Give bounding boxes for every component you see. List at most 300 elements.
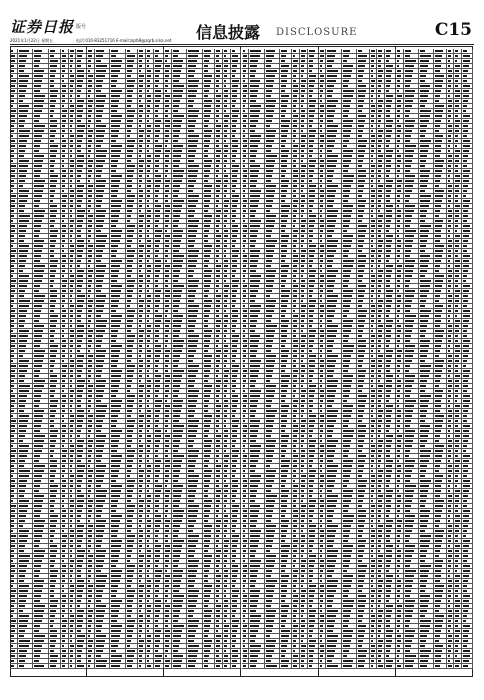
cell-text (88, 310, 92, 312)
table-cell (203, 84, 215, 88)
cell-text (155, 230, 162, 232)
table-cell (164, 274, 172, 278)
cell-text (96, 475, 104, 477)
table-cell (187, 349, 202, 353)
table-cell (126, 609, 138, 613)
table-cell (164, 419, 172, 423)
cell-text (216, 75, 220, 77)
cell-text (88, 630, 91, 632)
cell-text (127, 465, 132, 467)
cell-text (50, 460, 58, 462)
cell-text (155, 460, 162, 462)
cell-text (62, 615, 64, 617)
cell-text (88, 175, 91, 177)
cell-text (139, 585, 144, 587)
cell-text (147, 205, 149, 207)
table-cell (76, 379, 87, 383)
table-cell (126, 359, 138, 363)
cell-text (62, 650, 67, 652)
table-cell (33, 644, 48, 648)
table-cell (10, 469, 18, 473)
table-cell (138, 164, 146, 168)
table-cell (10, 394, 18, 398)
table-cell (187, 79, 202, 83)
cell-text (70, 85, 74, 87)
cell-text (70, 370, 74, 372)
table-cell (33, 479, 48, 483)
table-cell (18, 354, 33, 358)
cell-text (147, 220, 151, 222)
table-cell (49, 309, 61, 313)
cell-text (88, 505, 92, 507)
cell-text (224, 285, 229, 287)
cell-text (19, 220, 29, 222)
cell-text (70, 490, 73, 492)
table-cell (203, 214, 215, 218)
cell-text (224, 395, 226, 397)
table-cell (154, 154, 165, 158)
cell-text (34, 275, 43, 277)
table-cell (33, 114, 48, 118)
table-cell (61, 339, 69, 343)
table-cell (33, 179, 48, 183)
cell-text (173, 170, 184, 172)
table-cell (69, 429, 77, 433)
table-cell (76, 454, 87, 458)
cell-text (62, 170, 66, 172)
table-cell (138, 114, 146, 118)
cell-text (147, 490, 149, 492)
table-cell (69, 619, 77, 623)
table-cell (69, 534, 77, 538)
cell-text (165, 200, 167, 202)
table-cell (146, 169, 154, 173)
cell-text (11, 225, 15, 227)
table-cell (33, 554, 48, 558)
cell-text (88, 605, 90, 607)
cell-text (70, 390, 74, 392)
cell-text (173, 110, 178, 112)
table-cell (18, 359, 33, 363)
cell-text (155, 520, 161, 522)
cell-text (147, 565, 150, 567)
table-cell (146, 394, 154, 398)
cell-text (173, 230, 183, 232)
cell-text (50, 400, 58, 402)
cell-text (77, 545, 81, 547)
table-cell (69, 359, 77, 363)
table-cell (146, 234, 154, 238)
table-cell (49, 79, 61, 83)
table-cell (138, 309, 146, 313)
table-cell (61, 494, 69, 498)
cell-text (216, 340, 219, 342)
table-cell (231, 424, 242, 428)
table-cell (223, 409, 231, 413)
cell-text (224, 295, 228, 297)
cell-text (77, 270, 84, 272)
cell-text (155, 385, 160, 387)
table-cell (69, 134, 77, 138)
table-cell (187, 229, 202, 233)
table-cell (215, 64, 223, 68)
dateline: 2021年1月22日 星期五 (10, 38, 54, 43)
table-cell (138, 234, 146, 238)
table-cell (69, 409, 77, 413)
table-cell (138, 89, 146, 93)
cell-text (19, 415, 30, 417)
table-cell (69, 449, 77, 453)
cell-text (77, 640, 83, 642)
table-cell (187, 219, 202, 223)
cell-text (19, 200, 27, 202)
cell-text (165, 230, 167, 232)
table-cell (110, 104, 125, 108)
table-cell (33, 574, 48, 578)
cell-text (111, 350, 120, 352)
cell-text (19, 550, 24, 552)
table-cell (138, 249, 146, 253)
cell-text (139, 410, 141, 412)
table-cell (154, 199, 165, 203)
table-cell (87, 194, 95, 198)
cell-text (96, 105, 104, 107)
table-cell (49, 134, 61, 138)
cell-text (127, 265, 133, 267)
table-cell (10, 264, 18, 268)
cell-text (96, 270, 105, 272)
cell-text (204, 380, 208, 382)
table-cell (138, 229, 146, 233)
cell-text (88, 335, 92, 337)
cell-text (50, 640, 56, 642)
cell-text (77, 605, 80, 607)
table-cell (215, 49, 223, 53)
table-cell (95, 424, 110, 428)
cell-text (127, 295, 132, 297)
table-cell (69, 454, 77, 458)
table-cell (126, 409, 138, 413)
cell-text (19, 440, 24, 442)
cell-text (155, 490, 161, 492)
table-cell (164, 169, 172, 173)
table-cell (76, 264, 87, 268)
cell-text (70, 640, 72, 642)
cell-text (50, 415, 56, 417)
cell-text (77, 525, 84, 527)
cell-text (165, 80, 168, 82)
cell-text (232, 210, 237, 212)
table-cell (18, 539, 33, 543)
cell-text (19, 535, 28, 537)
cell-text (173, 50, 179, 52)
cell-text (50, 520, 57, 522)
table-cell (110, 49, 125, 53)
cell-text (216, 240, 220, 242)
cell-text (34, 535, 41, 537)
cell-text (147, 290, 149, 292)
table-cell (172, 199, 187, 203)
cell-text (19, 425, 27, 427)
table-cell (187, 344, 202, 348)
table-cell (110, 569, 125, 573)
table-cell (10, 664, 18, 668)
table-cell (154, 109, 165, 113)
cell-text (34, 110, 41, 112)
table-cell (146, 574, 154, 578)
cell-text (50, 625, 54, 627)
cell-text (155, 120, 162, 122)
cell-text (147, 375, 149, 377)
table-cell (69, 109, 77, 113)
table-cell (154, 639, 165, 643)
table-cell (10, 584, 18, 588)
cell-text (50, 300, 56, 302)
table-cell (76, 544, 87, 548)
table-cell (76, 499, 87, 503)
cell-text (139, 80, 143, 82)
cell-text (224, 410, 228, 412)
cell-text (165, 470, 169, 472)
table-cell (33, 424, 48, 428)
cell-text (50, 155, 57, 157)
table-cell (61, 624, 69, 628)
table-cell (33, 174, 48, 178)
cell-text (139, 325, 141, 327)
cell-text (96, 80, 103, 82)
cell-text (147, 390, 151, 392)
table-cell (95, 239, 110, 243)
table-cell (164, 249, 172, 253)
cell-text (127, 610, 132, 612)
cell-text (216, 115, 219, 117)
table-cell (33, 109, 48, 113)
cell-text (11, 135, 13, 137)
cell-text (139, 370, 142, 372)
table-cell (164, 194, 172, 198)
table-cell (138, 319, 146, 323)
table-cell (110, 574, 125, 578)
table-cell (231, 64, 242, 68)
cell-text (232, 185, 236, 187)
cell-text (127, 160, 131, 162)
cell-text (34, 305, 42, 307)
cell-text (155, 330, 160, 332)
cell-text (62, 75, 65, 77)
cell-text (204, 410, 208, 412)
table-cell (110, 379, 125, 383)
table-cell (154, 84, 165, 88)
table-cell (164, 404, 172, 408)
table-cell (33, 544, 48, 548)
cell-text (62, 505, 64, 507)
cell-text (70, 605, 73, 607)
table-cell (187, 294, 202, 298)
cell-text (19, 520, 25, 522)
table-cell (61, 414, 69, 418)
table-cell (187, 239, 202, 243)
table-cell (10, 409, 18, 413)
cell-text (232, 360, 235, 362)
cell-text (127, 255, 135, 257)
cell-text (111, 220, 117, 222)
table-cell (154, 209, 165, 213)
cell-text (77, 135, 83, 137)
cell-text (216, 175, 218, 177)
cell-text (96, 75, 105, 77)
cell-text (88, 230, 91, 232)
table-cell (146, 214, 154, 218)
cell-text (111, 650, 116, 652)
table-cell (138, 509, 146, 513)
cell-text (139, 130, 144, 132)
table-cell (126, 659, 138, 663)
table-cell (49, 404, 61, 408)
table-cell (110, 359, 125, 363)
cell-text (77, 340, 82, 342)
cell-text (96, 190, 104, 192)
table-cell (10, 609, 18, 613)
table-cell (18, 279, 33, 283)
table-cell (126, 564, 138, 568)
cell-text (165, 415, 169, 417)
table-cell (164, 314, 172, 318)
cell-text (147, 545, 149, 547)
table-cell (203, 124, 215, 128)
table-cell (126, 629, 138, 633)
cell-text (127, 590, 135, 592)
table-cell (138, 109, 146, 113)
cell-text (139, 565, 143, 567)
table-cell (87, 124, 95, 128)
table-cell (223, 74, 231, 78)
table-cell (187, 89, 202, 93)
cell-text (50, 425, 54, 427)
table-cell (61, 454, 69, 458)
cell-text (19, 110, 28, 112)
cell-text (147, 105, 151, 107)
cell-text (155, 400, 162, 402)
cell-text (188, 395, 198, 397)
table-cell (126, 504, 138, 508)
table-cell (203, 359, 215, 363)
table-cell (61, 134, 69, 138)
table-cell (126, 489, 138, 493)
table-cell (18, 479, 33, 483)
cell-text (34, 510, 41, 512)
table-cell (126, 349, 138, 353)
table-cell (187, 449, 202, 453)
cell-text (232, 425, 238, 427)
cell-text (127, 480, 135, 482)
table-cell (203, 274, 215, 278)
cell-text (147, 95, 152, 97)
cell-text (88, 125, 90, 127)
table-cell (223, 229, 231, 233)
table-cell (95, 274, 110, 278)
table-cell (87, 289, 95, 293)
table-cell (10, 314, 18, 318)
cell-text (188, 340, 197, 342)
cell-text (19, 595, 27, 597)
table-cell (69, 254, 77, 258)
table-cell (203, 209, 215, 213)
cell-text (216, 440, 220, 442)
table-cell (87, 129, 95, 133)
table-cell (126, 574, 138, 578)
cell-text (77, 125, 84, 127)
table-cell (61, 354, 69, 358)
cell-text (70, 415, 75, 417)
table-cell (223, 324, 231, 328)
cell-text (188, 235, 195, 237)
cell-text (11, 590, 16, 592)
table-cell (223, 369, 231, 373)
table-cell (95, 529, 110, 533)
table-cell (215, 284, 223, 288)
cell-text (77, 510, 82, 512)
cell-text (139, 150, 142, 152)
table-cell (95, 359, 110, 363)
table-cell (138, 514, 146, 518)
table-cell (110, 324, 125, 328)
cell-text (224, 180, 228, 182)
cell-text (188, 190, 193, 192)
table-cell (18, 139, 33, 143)
table-cell (126, 164, 138, 168)
cell-text (77, 280, 82, 282)
cell-text (11, 110, 16, 112)
cell-text (77, 380, 84, 382)
table-cell (69, 144, 77, 148)
table-cell (138, 484, 146, 488)
cell-text (188, 110, 198, 112)
table-cell (138, 629, 146, 633)
table-cell (223, 224, 231, 228)
cell-text (70, 280, 74, 282)
cell-text (70, 465, 73, 467)
cell-text (155, 310, 159, 312)
cell-text (232, 400, 238, 402)
cell-text (216, 365, 219, 367)
table-cell (69, 199, 77, 203)
table-cell (10, 204, 18, 208)
cell-text (88, 245, 92, 247)
cell-text (188, 195, 198, 197)
table-cell (138, 569, 146, 573)
cell-text (96, 380, 106, 382)
table-cell (203, 399, 215, 403)
table-cell (146, 539, 154, 543)
cell-text (204, 300, 212, 302)
table-cell (138, 184, 146, 188)
table-cell (146, 484, 154, 488)
table-cell (110, 559, 125, 563)
table-cell (154, 559, 165, 563)
cell-text (139, 75, 144, 77)
cell-text (96, 135, 104, 137)
cell-text (147, 260, 149, 262)
table-cell (154, 519, 165, 523)
table-cell (61, 544, 69, 548)
cell-text (50, 85, 54, 87)
cell-text (70, 615, 75, 617)
cell-text (111, 615, 118, 617)
table-cell (126, 559, 138, 563)
cell-text (111, 495, 119, 497)
cell-text (155, 75, 160, 77)
cell-text (19, 95, 25, 97)
